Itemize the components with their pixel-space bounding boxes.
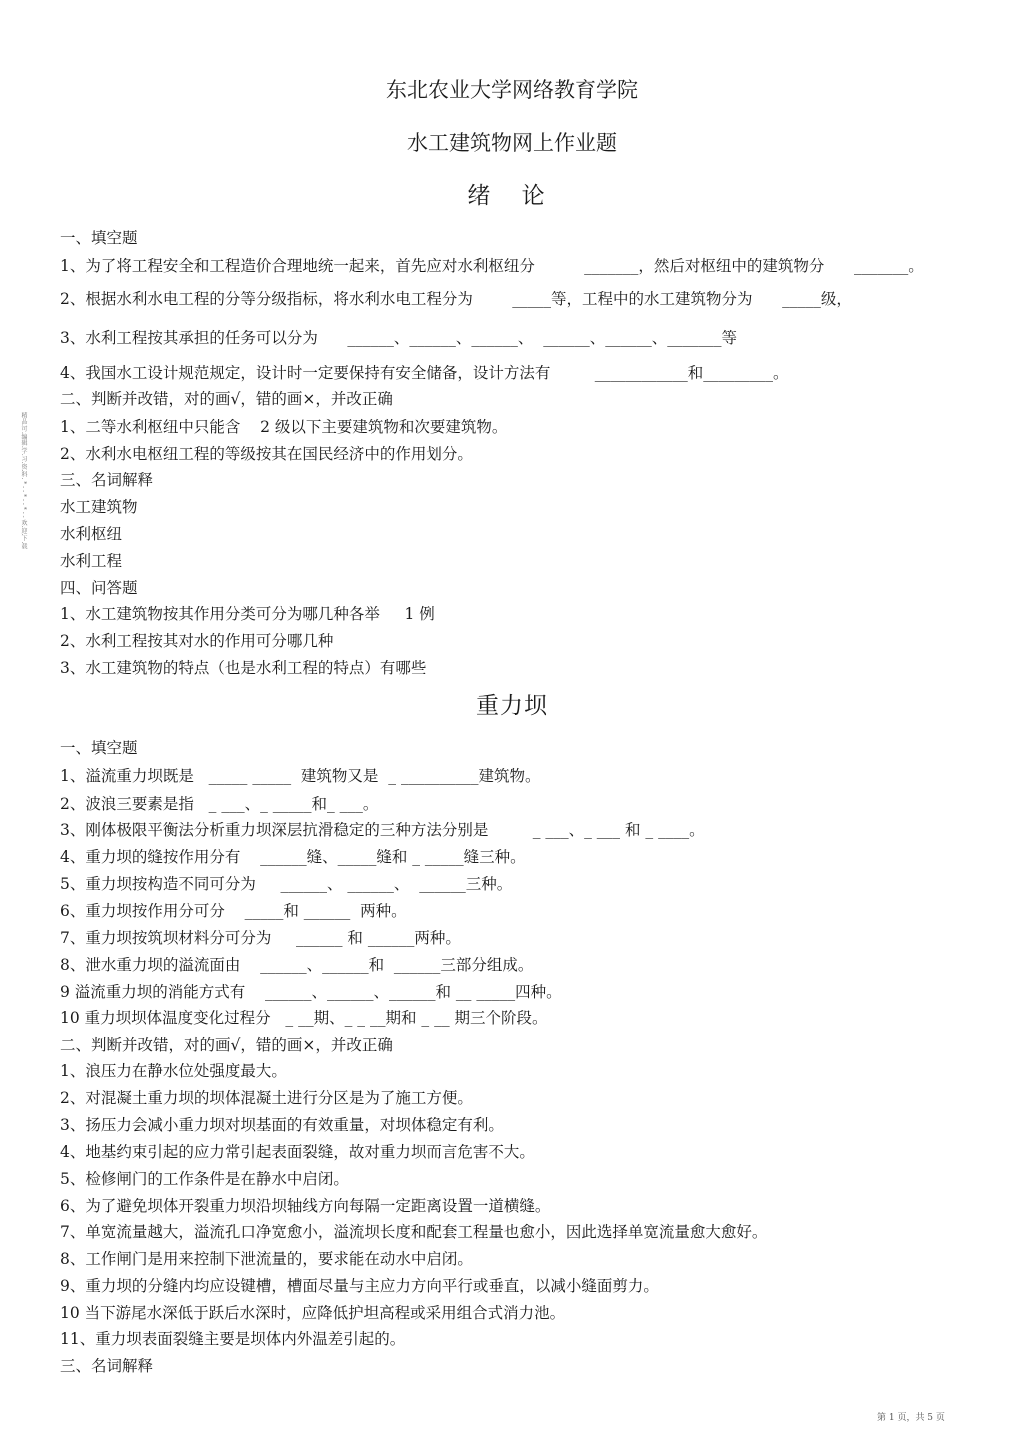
- question-line: 4、地基约束引起的应力常引起表面裂缝，故对重力坝而言危害不大。: [60, 1143, 535, 1161]
- document-title: 水工建筑物网上作业题: [407, 131, 617, 155]
- term-line: 水利工程: [60, 552, 123, 570]
- section-heading: 二、判断并改错，对的画√，错的画×，并改正确: [60, 390, 393, 408]
- chapter-heading-introduction: 绪 论: [467, 183, 557, 209]
- question-line: 3、刚体极限平衡法分析重力坝深层抗滑稳定的三种方法分别是 _ ___、_ ___ 和 _ ____。: [60, 821, 705, 839]
- question-line: 4、重力坝的缝按作用分有 ______缝、_____缝和 _ _____缝三种。: [60, 848, 526, 866]
- question-line: 1、为了将工程安全和工程造价合理地统一起来，首先应对水利枢纽分 _______，然后对枢纽中的建筑物分 _______。: [60, 257, 924, 275]
- section-heading: 一、填空题: [60, 739, 138, 757]
- question-line: 1、溢流重力坝既是 _____ _____ 建筑物又是 _ __________建筑物。: [60, 767, 541, 785]
- question-line: 3、水工建筑物的特点（也是水利工程的特点）有哪些: [60, 659, 427, 677]
- question-line: 2、水利工程按其对水的作用可分哪几种: [60, 632, 334, 650]
- question-line: 2、对混凝土重力坝的坝体混凝土进行分区是为了施工方便。: [60, 1089, 473, 1107]
- question-line: 1、二等水利枢纽中只能含 2 级以下主要建筑物和次要建筑物。: [60, 418, 508, 436]
- question-line: 7、单宽流量越大，溢流孔口净宽愈小，溢流坝长度和配套工程量也愈小，因此选择单宽流量愈大愈好。: [60, 1223, 768, 1241]
- question-line: 9、重力坝的分缝内均应设键槽，槽面尽量与主应力方向平行或垂直，以减小缝面剪力。: [60, 1277, 659, 1295]
- question-line: 6、为了避免坝体开裂重力坝沿坝轴线方向每隔一定距离设置一道横缝。: [60, 1197, 551, 1215]
- question-line: 9 溢流重力坝的消能方式有 ______、______、______和 __ _____四种。: [60, 983, 562, 1001]
- question-line: 5、检修闸门的工作条件是在静水中启闭。: [60, 1170, 349, 1188]
- section-heading: 三、名词解释: [60, 471, 154, 489]
- term-line: 水利枢纽: [60, 525, 123, 543]
- question-line: 8、工作闸门是用来控制下泄流量的，要求能在动水中启闭。: [60, 1250, 473, 1268]
- question-line: 2、根据水利水电工程的分等分级指标，将水利水电工程分为 _____等，工程中的水工建筑物分为 _____级，: [60, 290, 852, 308]
- section-heading: 三、名词解释: [60, 1357, 154, 1375]
- question-line: 2、波浪三要素是指 _ ___、_ _____和_ ___。: [60, 795, 379, 813]
- sidebar-watermark: 精品.可.编辑.学.习.资.料. * - - * - - * - - 欢.迎.下.载: [20, 412, 27, 550]
- term-line: 水工建筑物: [60, 498, 138, 516]
- question-line: 3、水利工程按其承担的任务可以分为 ______、______、______、 ______、______、_______等: [60, 329, 738, 347]
- question-line: 6、重力坝按作用分可分 _____和 ______ 两种。: [60, 902, 407, 920]
- section-heading: 四、问答题: [60, 579, 138, 597]
- question-line: 7、重力坝按筑坝材料分可分为 ______ 和 ______两种。: [60, 929, 461, 947]
- chapter-heading-gravity-dam: 重力坝: [476, 693, 548, 719]
- page-number: 第 1 页，共 5 页: [877, 1413, 945, 1423]
- school-title: 东北农业大学网络教育学院: [386, 78, 638, 102]
- question-line: 10 当下游尾水深低于跃后水深时，应降低护坦高程或采用组合式消力池。: [60, 1304, 566, 1322]
- question-line: 5、重力坝按构造不同可分为 ______、 ______、 ______三种。: [60, 875, 513, 893]
- question-line: 8、泄水重力坝的溢流面由 ______、______和 ______三部分组成。: [60, 956, 534, 974]
- question-line: 2、水利水电枢纽工程的等级按其在国民经济中的作用划分。: [60, 445, 473, 463]
- section-heading: 一、填空题: [60, 229, 138, 247]
- question-line: 4、我国水工设计规范规定，设计时一定要保持有安全储备，设计方法有 ____________和_________。: [60, 364, 789, 382]
- question-line: 1、水工建筑物按其作用分类可分为哪几种各举 1 例: [60, 605, 435, 623]
- section-heading: 二、判断并改错，对的画√，错的画×，并改正确: [60, 1036, 393, 1054]
- question-line: 10 重力坝坝体温度变化过程分 _ __期、_ _ __期和 _ __ 期三个阶段。: [60, 1009, 548, 1027]
- question-line: 3、扬压力会减小重力坝对坝基面的有效重量，对坝体稳定有利。: [60, 1116, 504, 1134]
- question-line: 11、重力坝表面裂缝主要是坝体内外温差引起的。: [60, 1330, 406, 1348]
- question-line: 1、浪压力在静水位处强度最大。: [60, 1062, 287, 1080]
